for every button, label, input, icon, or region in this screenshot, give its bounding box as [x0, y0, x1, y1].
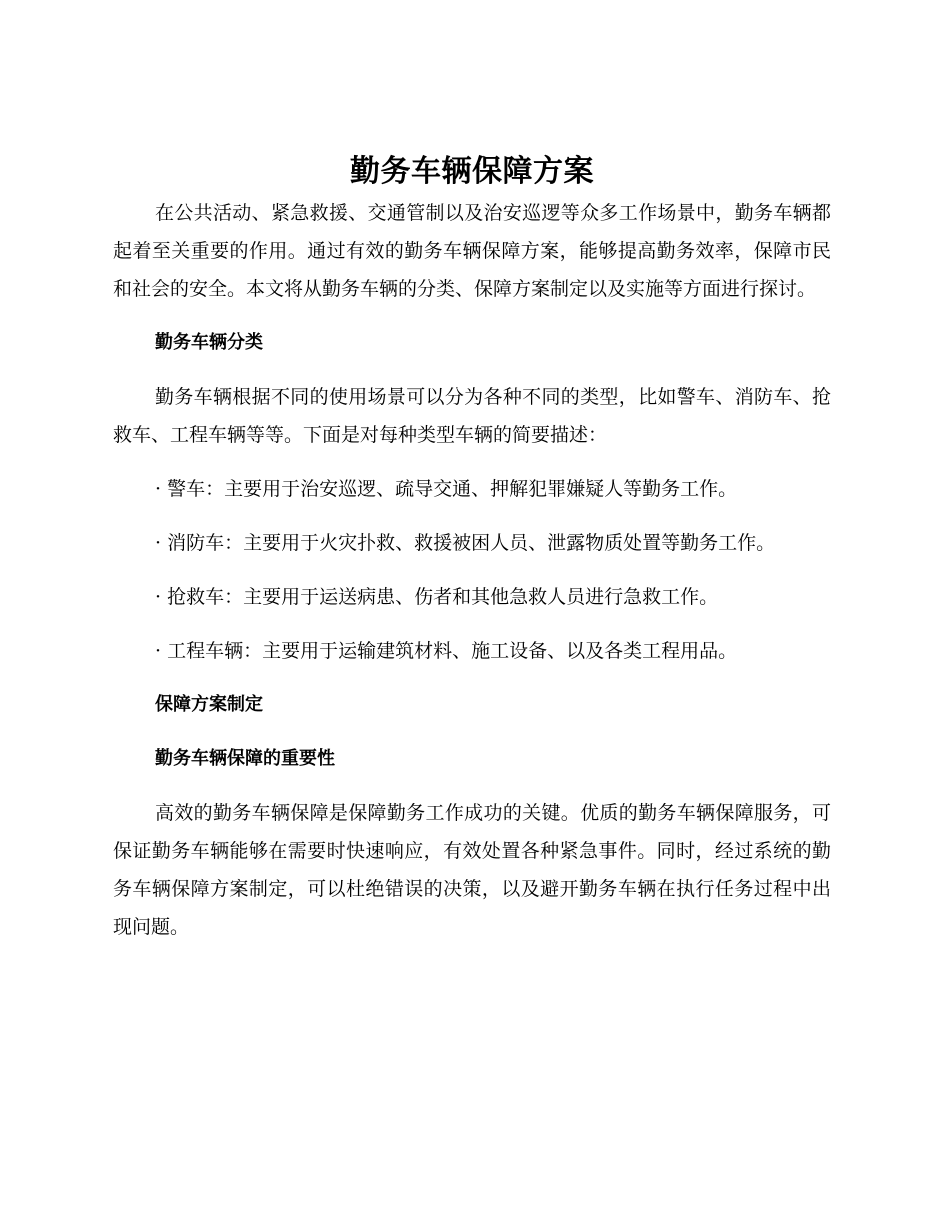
- list-item-police-car: · 警车：主要用于治安巡逻、疏导交通、押解犯罪嫌疑人等勤务工作。: [155, 478, 738, 500]
- list-item-fire-truck: · 消防车：主要用于火灾扑救、救援被困人员、泄露物质处置等勤务工作。: [155, 532, 776, 554]
- list-item-ambulance: · 抢救车：主要用于运送病患、伤者和其他急救人员进行急救工作。: [155, 586, 719, 608]
- classification-paragraph: 勤务车辆根据不同的使用场景可以分为各种不同的类型，比如警车、消防车、抢救车、工程车辆等等。下面是对每种类型车辆的简要描述：: [113, 386, 831, 446]
- section-heading-classification: 勤务车辆分类: [155, 332, 263, 353]
- page-title: 勤务车辆保障方案: [350, 154, 594, 189]
- importance-paragraph: 高效的勤务车辆保障是保障勤务工作成功的关键。优质的勤务车辆保障服务，可保证勤务车辆能够在需要时快速响应，有效处置各种紧急事件。同时，经过系统的勤务车辆保障方案制定，可以杜绝错误的决策，以及避开勤务车辆在执行任务过程中出现问题。: [113, 802, 831, 938]
- intro-paragraph: 在公共活动、紧急救援、交通管制以及治安巡逻等众多工作场景中，勤务车辆都起着至关重要的作用。通过有效的勤务车辆保障方案，能够提高勤务效率，保障市民和社会的安全。本文将从勤务车辆的分类、保障方案制定以及实施等方面进行探讨。: [113, 202, 831, 300]
- section-heading-plan: 保障方案制定: [155, 694, 263, 715]
- document-page: [113, 150, 831, 946]
- section-heading-importance: 勤务车辆保障的重要性: [155, 748, 335, 769]
- list-item-engineering-vehicle: · 工程车辆：主要用于运输建筑材料、施工设备、以及各类工程用品。: [155, 640, 738, 662]
